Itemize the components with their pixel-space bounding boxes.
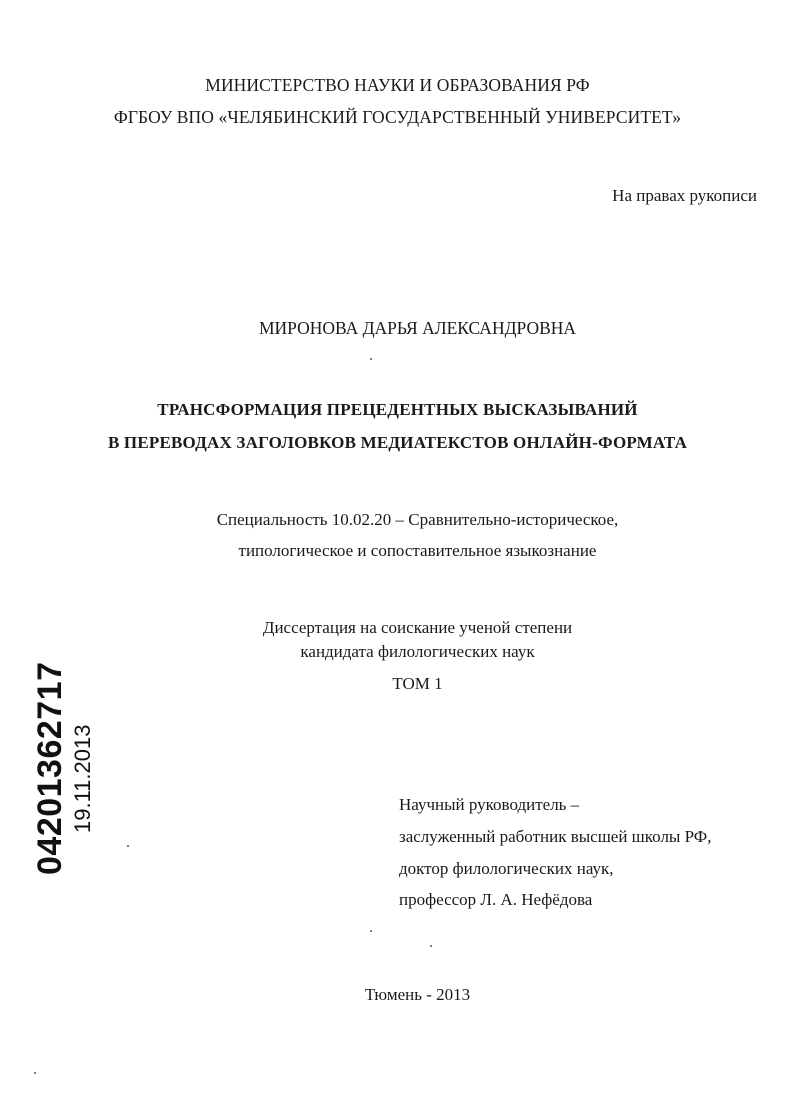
place-and-year: Тюмень - 2013 [364, 985, 471, 1004]
supervisor-line-4: профессор Л. А. Нефёдова [399, 890, 593, 909]
supervisor-line-1: Научный руководитель – [399, 795, 580, 814]
dissertation-title-line-1: ТРАНСФОРМАЦИЯ ПРЕЦЕДЕНТНЫХ ВЫСКАЗЫВАНИЙ [157, 400, 638, 419]
dissertation-title-line-2: В ПЕРЕВОДАХ ЗАГОЛОВКОВ МЕДИАТЕКСТОВ ОНЛАЙН-ФОРМАТА [107, 433, 688, 452]
manuscript-rights-note: На правах рукописи [612, 186, 757, 205]
specialty-line-2: типологическое и сопоставительное языкознание [238, 541, 597, 560]
degree-line-1: Диссертация на соискание ученой степени [262, 618, 573, 637]
university-heading: ФГБОУ ВПО «ЧЕЛЯБИНСКИЙ ГОСУДАРСТВЕННЫЙ УНИВЕРСИТЕТ» [113, 107, 682, 127]
scan-speck [370, 930, 372, 932]
volume-label: ТОМ 1 [392, 674, 443, 693]
registration-stamp [30, 661, 95, 875]
scan-speck [127, 845, 129, 847]
supervisor-line-2: заслуженный работник высшей школы РФ, [399, 827, 712, 846]
scan-speck [370, 358, 372, 360]
degree-line-2: кандидата филологических наук [300, 642, 535, 661]
ministry-heading: МИНИСТЕРСТВО НАУКИ И ОБРАЗОВАНИЯ РФ [205, 75, 590, 95]
registration-number: 04201362717 [31, 661, 69, 875]
registration-date: 19.11.2013 [70, 724, 95, 833]
scan-speck [34, 1072, 36, 1074]
scan-speck [430, 945, 432, 947]
supervisor-line-3: доктор филологических наук, [399, 859, 614, 878]
author-name: МИРОНОВА ДАРЬЯ АЛЕКСАНДРОВНА [258, 318, 577, 338]
specialty-line-1: Специальность 10.02.20 – Сравнительно-историческое, [216, 510, 619, 529]
